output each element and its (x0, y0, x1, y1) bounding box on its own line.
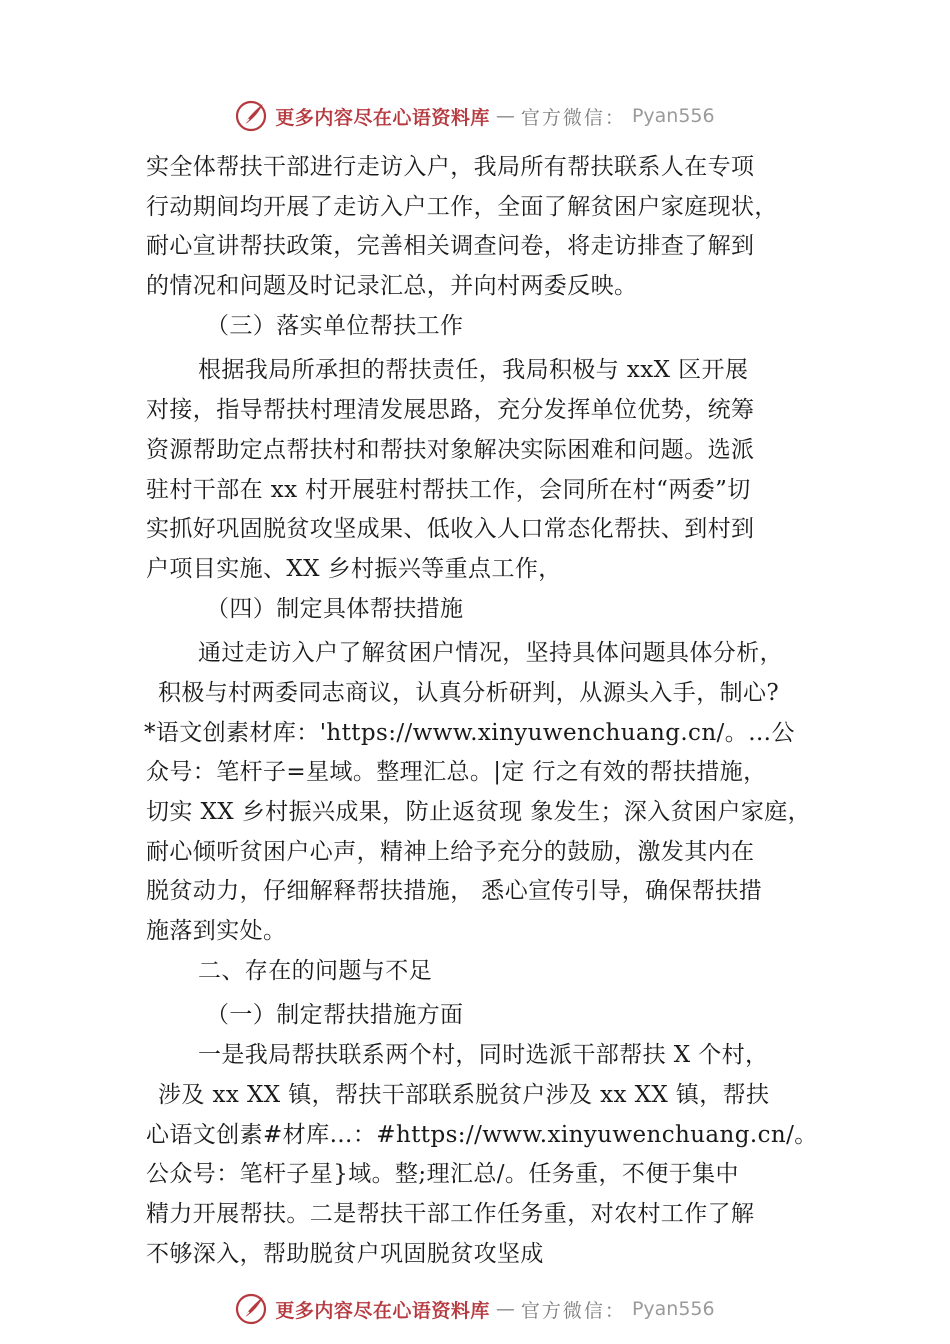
section-heading: （一）制定帮扶措施方面 (206, 1002, 464, 1029)
text-line: 公众号：笔杆子星}域。整;理汇总/。任务重，不便于集中 (146, 1161, 739, 1188)
banner-separator: — (495, 1298, 515, 1320)
text-line: 脱贫动力，仔细解释帮扶措施， 悉心宣传引导，确保帮扶措 (146, 878, 763, 905)
banner-wechat-label: 官方微信： (520, 106, 626, 129)
text-line: 施落到实处。 (146, 918, 287, 945)
text-line: 精力开展帮扶。二是帮扶干部工作任务重，对农村工作了解 (146, 1200, 755, 1227)
banner-wechat-label: 官方微信： (520, 1299, 626, 1322)
text-line: 行动期间均开展了走访入户工作，全面了解贫困户家庭现状， (146, 193, 778, 220)
text-line: 积极与村两委同志商议，认真分析研判，从源头入手，制心? (158, 679, 780, 706)
text-line: 驻村干部在 xx 村开展驻村帮扶工作，会同所在村“两委”切 (146, 476, 751, 503)
header-watermark-banner (0, 96, 950, 136)
banner-wechat-id: Pyan556 (631, 1298, 715, 1320)
text-line: 通过走访入户了解贫困户情况，坚持具体问题具体分析， (198, 640, 783, 667)
text-line: 涉及 xx XX 镇，帮扶干部联系脱贫户涉及 xx XX 镇，帮扶 (158, 1081, 770, 1108)
document-body (146, 148, 846, 1274)
quill-logo-icon (235, 1292, 269, 1326)
quill-logo-icon (235, 99, 269, 133)
text-line: 切实 XX 乡村振兴成果，防止返贫现 象发生；深入贫困户家庭， (146, 799, 812, 825)
section-heading: 二、存在的问题与不足 (198, 957, 432, 984)
text-line: *语文创素材库：'https://www.xinyuwenchuang.cn/。…公 (144, 719, 795, 746)
banner-wechat-id: Pyan556 (631, 105, 715, 127)
text-line: 的情况和问题及时记录汇总，并向村两委反映。 (146, 273, 638, 300)
banner-main-text: 更多内容尽在心语资料库 (275, 106, 490, 129)
banner-separator: — (495, 105, 515, 127)
text-line: 对接，指导帮扶村理清发展思路，充分发挥单位优势，统筹 (146, 397, 755, 424)
footer-watermark-banner (0, 1289, 950, 1329)
section-heading: （四）制定具体帮扶措施 (206, 595, 464, 622)
text-line: 耐心宣讲帮扶政策，完善相关调查问卷，将走访排查了解到 (146, 233, 755, 260)
text-line: 根据我局所承担的帮扶责任，我局积极与 xxX 区开展 (198, 357, 749, 384)
text-line: 心语文创素#材库…：#https://www.xinyuwenchuang.cn/。 (146, 1121, 818, 1148)
text-line: 耐心倾听贫困户心声，精神上给予充分的鼓励，激发其内在 (146, 838, 755, 865)
text-line: 资源帮助定点帮扶村和帮扶对象解决实际困难和问题。选派 (146, 436, 755, 463)
text-line: 户项目实施、XX 乡村振兴等重点工作， (146, 555, 562, 582)
text-line: 众号：笔杆子=星域。整理汇总。|定 行之有效的帮扶措施， (146, 759, 767, 786)
section-heading: （三）落实单位帮扶工作 (206, 312, 464, 339)
text-line: 实全体帮扶干部进行走访入户，我局所有帮扶联系人在专项 (146, 154, 755, 180)
banner-main-text: 更多内容尽在心语资料库 (275, 1299, 490, 1322)
text-line: 实抓好巩固脱贫攻坚成果、低收入人口常态化帮扶、到村到 (146, 516, 755, 543)
text-line: 不够深入，帮助脱贫户巩固脱贫攻坚成 (146, 1240, 544, 1267)
text-line: 一是我局帮扶联系两个村，同时选派干部帮扶 X 个村， (198, 1042, 769, 1069)
